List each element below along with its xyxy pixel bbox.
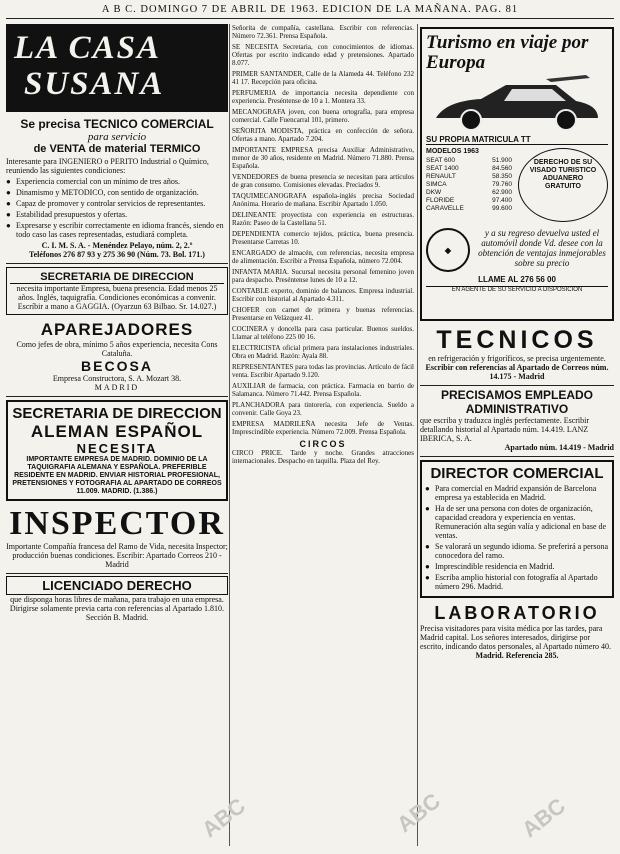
classified-item: CONTABLE experto, dominio de balances. Empresa industrial. Escribir con historial al Apartado 4.311. [232, 287, 414, 303]
page-header: A B C. DOMINGO 7 DE ABRIL DE 1963. EDICION DE LA MAÑANA. PAG. 81 [6, 4, 614, 19]
ad-text: Importante Compañía francesa del Ramo de Vida, necesita Inspector; producción buenas condiciones. Escribir: Apartado Correos 210 - Madrid [6, 542, 228, 569]
price-row [426, 197, 512, 205]
logo-line: LA CASA [14, 30, 161, 66]
classifieds-list [232, 24, 414, 436]
ad-bullet: ● Ha de ser una persona con dotes de organización, capacidad creadora y experiencia en ventas. Remuneración alta según valía y adicional en base de ventas. [425, 504, 609, 540]
ad-text: Como jefes de obra, mínimo 5 años experiencia, necesita Cons Cataluña. [16, 340, 218, 358]
price-model: CARAVELLE [426, 205, 464, 212]
ad-text: que disponga horas libres de mañana, para trabajo en una empresa. Dirigirse solamente previa carta con referencias al Apartado 1.810. Sección B. Madrid. [9, 595, 225, 622]
price-model: SEAT 1400 [426, 165, 459, 172]
classified-item: COCINERA y doncella para casa particular. Buenos sueldos. Llamar al teléfono 225 00 16. [232, 325, 414, 341]
ad-secretaria-aleman [6, 400, 228, 501]
ad-contact: C. I. M. S. A. - Menéndez Pelayo, núm. 2, 2.º [41, 241, 193, 250]
price-value: 58.350 [492, 173, 512, 180]
classified-item: Señorita de compañía, castellana. Escribir con referencias. Número 72.361. Prensa Española. [232, 24, 414, 40]
classified-item: VENDEDORES de buena presencia se necesitan para artículos de gran consumo. Comisiones elevadas. Preciados 9. [232, 173, 414, 189]
ad-title: LICENCIADO DERECHO [6, 576, 228, 595]
price-table-title: MODELOS 1963 [426, 148, 479, 155]
ad-bullet: ● Escriba amplio historial con fotografía al Apartado número 296. Madrid. [425, 573, 609, 591]
column-right [420, 24, 614, 846]
ad-title: INSPECTOR [9, 505, 225, 542]
car-illustration [426, 73, 608, 135]
abc-watermark: ABC [392, 788, 446, 838]
ad-title: ALEMAN ESPAÑOL [30, 422, 204, 441]
price-value: 51.900 [492, 157, 512, 164]
ad-subtitle: para servicio [87, 131, 147, 143]
ad-text: en refrigeración y frigoríficos, se precisa urgentemente. [428, 354, 606, 363]
price-model: RENAULT [426, 173, 456, 180]
ad-text: necesita importante Empresa, buena presencia. Edad menos 25 años. Inglés, taquigrafía. Condiciones económicas a convenir. Escríbir a mano a GAGGIA. (Oyarzun 63 Bilbao. Sr. 14.027.) [16, 284, 218, 311]
ad-company: BECOSA [81, 358, 153, 374]
ad-precisamos [420, 386, 614, 457]
price-value: 84.560 [492, 165, 512, 172]
ad-phone: Teléfonos 276 87 93 y 275 36 90 (Núm. 73. Bol. 171.) [29, 250, 205, 259]
ad-title: SECRETARIA DE DIRECCION [10, 271, 224, 284]
ad-text: Precisa visitadores para visita médica por las tardes, para Madrid capital. Los señores interesados, dirigirse por escrito, indicando datos personales, al Apartado número 40. [420, 624, 612, 651]
emblem-icon: ◆ [426, 228, 470, 272]
classified-item: PLANCHADORA para tintorería, con experiencia. Sueldo a convenir. Calle Goya 23. [232, 401, 414, 417]
column-rule [229, 24, 230, 846]
ad-director-comercial [420, 460, 614, 598]
price-row [426, 189, 512, 197]
price-value: 62.900 [492, 189, 512, 196]
price-value: 99.600 [492, 205, 512, 212]
price-model: SIMCA [426, 181, 447, 188]
classified-item: SEÑORITA MODISTA, práctica en confección de señora. Ofertas a mano. Apartado 7.204. [232, 127, 414, 143]
price-row [426, 157, 512, 165]
ad-bullet: ● Imprescindible residencia en Madrid. [425, 562, 609, 571]
price-value: 97.400 [492, 197, 512, 204]
column-left [6, 24, 228, 846]
price-row [426, 205, 512, 213]
classified-item: DEPENDIENTA comercio tejidos, práctica, buena presencia. Presentarse Carretas 10. [232, 230, 414, 246]
price-row [426, 173, 512, 181]
ad-licenciado [6, 574, 228, 626]
classified-item: DELINEANTE proyectista con experiencia en estructuras. Razón: Paseo de la Castellana 51. [232, 211, 414, 227]
ad-title: DIRECTOR COMERCIAL [430, 465, 604, 482]
ad-bullet: ● Estabilidad presupuestos y ofertas. [6, 210, 228, 219]
ad-text: IMPORTANTE EMPRESA DE MADRID. DOMINIO DE LA TAQUIGRAFIA ALEMANA Y ESPAÑOLA. PREFERIBLE RESIDENTE EN MADRID. ENVIAR HISTORIAL PROFESIONAL, PRETENSIONES Y FOTOGRAFIA AL APARTADO DE CORREOS 11.009. MADRID. (1.386.) [12, 456, 222, 495]
ad-tecnicos [420, 324, 614, 386]
abc-watermark: ABC [517, 793, 571, 843]
ad-turismo [420, 27, 614, 321]
classified-item: REPRESENTANTES para todas las provincias. Artículo de fácil venta. Escribir Apartado 9.120. [232, 363, 414, 379]
price-table [426, 148, 512, 222]
classified-item: ENCARGADO de almacén, con referencias, necesita empresa de alimentación. Escribir a Prensa Española, número 72.004. [232, 249, 414, 265]
ad-text: Interesante para INGENIERO o PERITO Industrial o Químico, reuniendo las siguientes condiciones: [6, 157, 209, 175]
ad-title: APAREJADORES [40, 320, 194, 339]
ad-title: ADMINISTRATIVO [465, 402, 569, 416]
classified-item: ELECTRICISTA oficial primera para instalaciones industriales. Obra en Madrid. Razón: Ayala 88. [232, 344, 414, 360]
ad-city: MADRID [94, 383, 140, 392]
ad-contact: Apartado núm. 14.419 - Madrid [504, 443, 614, 452]
car-icon [426, 73, 606, 135]
ad-footer: Madrid. Referencia 285. [475, 651, 559, 660]
ad-title: PRECISAMOS EMPLEADO [440, 388, 593, 402]
abc-watermark: ABC [197, 793, 251, 843]
ad-tecnico-comercial [6, 112, 228, 264]
ad-secretaria-direccion [6, 267, 228, 315]
ad-aparejadores [6, 318, 228, 397]
classified-item: PRIMER SANTANDER, Calle de la Alameda 44. Teléfono 232 41 17. Recepción para oficina. [232, 70, 414, 86]
price-model: FLORIDE [426, 197, 455, 204]
column-rule [417, 24, 418, 846]
ad-bullet: ● Capaz de promover y controlar servicios de representantes. [6, 199, 228, 208]
ad-bullet: ● Para comercial en Madrid expansión de Barcelona empresa ya establecida en Madrid. [425, 484, 609, 502]
price-value: 79.760 [492, 181, 512, 188]
ad-line: de VENTA de material TERMICO [33, 143, 201, 155]
classified-item: TAQUIMECANOGRAFA española-inglés precisa Sociedad Anónima. Horario de mañana. Escribir Apartado 1.050. [232, 192, 414, 208]
casa-susana-logo [6, 24, 228, 112]
ad-bullet: ● Expresarse y escribir correctamente en idioma francés, siendo en todo caso las cases representadas, estudiará completa. [6, 221, 228, 239]
ad-title: LABORATORIO [434, 603, 600, 623]
ad-bullet: ● Se valorará un segundo idioma. Se preferirá a persona conocedora del ramo. [425, 542, 609, 560]
price-row [426, 165, 512, 173]
price-row [426, 181, 512, 189]
ad-title: Turismo en viaje por Europa [426, 32, 589, 73]
ad-contact: Escribir con referencias al Apartado de Correos núm. 14.175 - Madrid [425, 363, 609, 381]
classified-item: AUXILIAR de farmacia, con práctica. Farmacia en barrio de Salamanca. Número 71.442. Prensa Española. [232, 382, 414, 398]
classified-item: SE NECESITA Secretaria, con conocimientos de idiomas. Ofertas por escrito indicando edad y pretensiones. Apartado 8.077. [232, 43, 414, 67]
ad-inspector [6, 504, 228, 574]
ad-title: Se precisa TECNICO COMERCIAL [20, 117, 214, 131]
price-model: DKW [426, 189, 442, 196]
classified-item: INFANTA MARIA. Sucursal necesita personal femenino joven para despacho. Preséntense lunes de 10 a 12. [232, 268, 414, 284]
ad-footer: EN AGENTE DE SU SERVICIO A DISPOSICION [426, 286, 608, 293]
ad-address: Empresa Constructora, S. A. Mozart 38. [52, 374, 182, 383]
classified-item: PERFUMERIA de importancia necesita dependiente con experiencia. Preséntense de 10 a 1. Montera 33. [232, 89, 414, 105]
circos-text: CIRCO PRICE. Tarde y noche. Grandes atracciones internacionales. Despacho en taquilla. Plaza del Rey. [232, 449, 414, 465]
visado-badge: DERECHO DE SU VISADO TURISTICO ADUANERO GRATUITO [518, 148, 608, 222]
classified-item: EMPRESA MADRILEÑA necesita Jefe de Ventas. Imprescindible experiencia. Número 72.009. Prensa Española. [232, 420, 414, 436]
ad-bullet: ● Experiencia comercial con un mínimo de tres años. [6, 177, 228, 186]
ad-subtitle: NECESITA [76, 441, 158, 456]
ad-bullet: ● Dinamismo y METODICO, con sentido de organización. [6, 188, 228, 197]
ad-text: y a su regreso devuelva usted el automóvil donde Vd. desee con la obtención de ventajas inmejorables sobre su precio [478, 228, 606, 268]
ad-title: TECNICOS [436, 326, 598, 354]
classified-item: IMPORTANTE EMPRESA precisa Auxiliar Administrativo, menor de 30 años, residente en Madrid. Número 71.880. Prensa Española. [232, 146, 414, 170]
ad-laboratorio [420, 601, 614, 664]
classified-item: MECANOGRAFA joven, con buena ortografía, para empresa comercial. Calle Fuencarral 101, primero. [232, 108, 414, 124]
section-title-circos: CIRCOS [299, 439, 347, 449]
classified-item: CHOFER con carnet de primera y buenas referencias. Presentarse en Velázquez 41. [232, 306, 414, 322]
column-middle [232, 24, 414, 846]
price-model: SEAT 600 [426, 157, 456, 164]
logo-line: SUSANA [24, 66, 165, 102]
ad-title: SECRETARIA DE DIRECCION [12, 405, 222, 422]
ad-phone: LLAME AL 276 56 00 [478, 275, 556, 284]
ad-plate: SU PROPIA MATRICULA TT [426, 135, 608, 145]
ad-text: que escriba y traduzca inglés perfectamente. Escribir detallando historial al Apartado núm. 14.419. LANZ IBERICA, S. A. [420, 416, 590, 443]
